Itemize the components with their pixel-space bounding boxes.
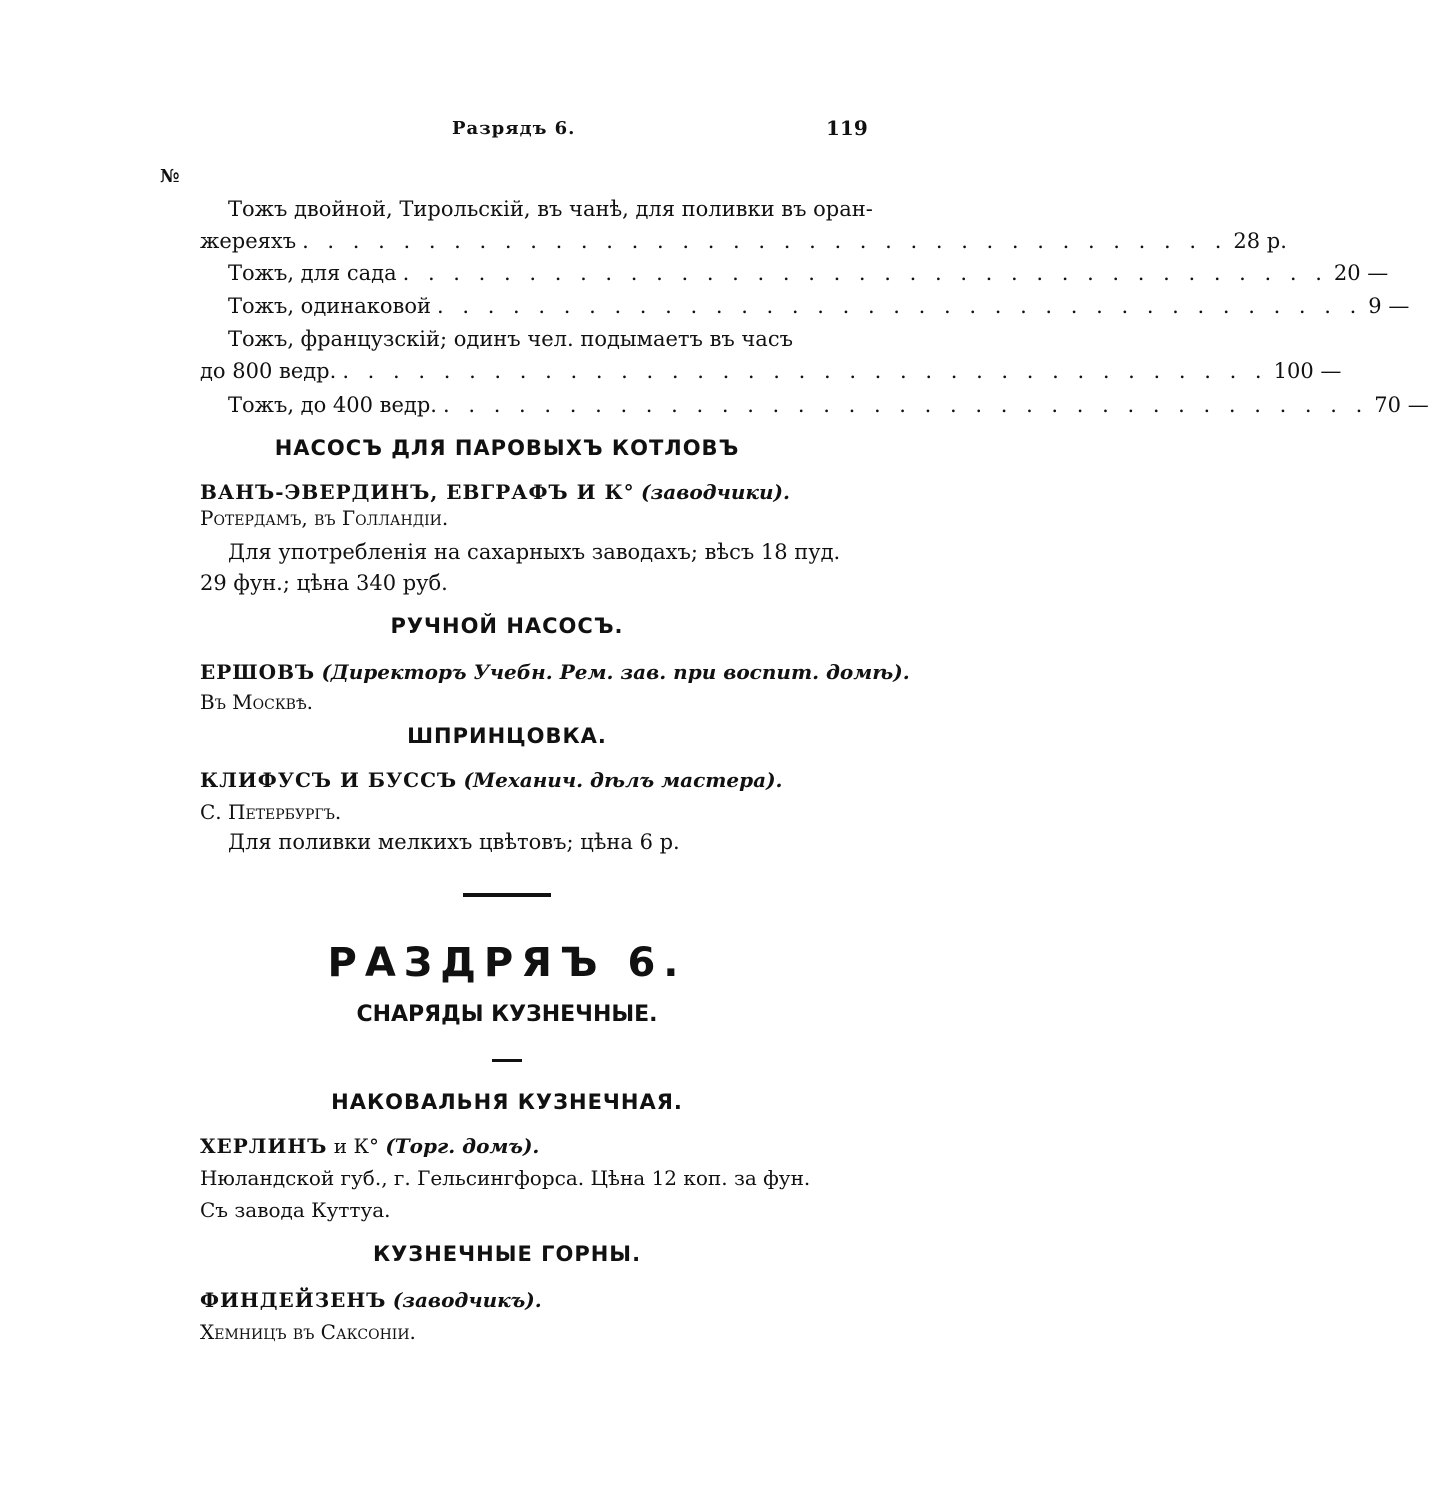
item-price: 70 —: [1374, 393, 1429, 417]
maker-line: [200, 660, 910, 684]
dot-leader: . . . . . . . . . . . . . . . . . . . . . . . . . . . . . . . . . . . . .: [402, 261, 1328, 285]
place-line: Въ Москвѣ.: [200, 690, 313, 714]
maker-name: ФИНДЕЙЗЕНЪ: [200, 1288, 387, 1312]
place-line: С. Петербургъ.: [200, 800, 342, 824]
price-row: [200, 260, 1389, 286]
dot-leader: . . . . . . . . . . . . . . . . . . . . . . . . . . . . . . . . . . . . .: [437, 294, 1363, 318]
maker-name: ХЕРЛИНЪ: [200, 1134, 328, 1158]
section-title-boiler-pump: НАСОСЪ ДЛЯ ПАРОВЫХЪ КОТЛОВЪ: [274, 436, 740, 460]
maker-note: (Директоръ Учебн. Рем. зав. при воспит. домѣ).: [321, 660, 910, 684]
maker-line: [200, 1288, 542, 1312]
maker-note: (заводчики).: [641, 480, 790, 504]
french-pump-line: Тожъ, французскій; одинъ чел. подымаетъ въ часъ: [228, 327, 793, 351]
section-divider-rule: [463, 893, 551, 897]
maker-name: ВАНЪ-ЭВЕРДИНЪ, ЕВГРАФЪ И К°: [200, 480, 635, 504]
price-row: [200, 392, 1429, 418]
maker-line: [200, 1134, 539, 1158]
dot-leader: . . . . . . . . . . . . . . . . . . . . . . . . . . . . . . . . . . . . .: [443, 393, 1369, 417]
item-text: жереяхъ: [200, 229, 297, 253]
maker-note: (Торг. домъ).: [385, 1134, 540, 1158]
description-line: Для поливки мелкихъ цвѣтовъ; цѣна 6 р.: [228, 830, 680, 854]
item-price: 9 —: [1368, 294, 1410, 318]
item-price: 20 —: [1333, 261, 1389, 285]
maker-line: [200, 480, 790, 504]
item-price: 28 р.: [1233, 229, 1287, 253]
numero-sign: №: [160, 166, 180, 187]
price-row: [200, 228, 1287, 254]
factory-line: Съ завода Куттуа.: [200, 1198, 391, 1222]
maker-line: [200, 768, 783, 792]
description-line: Для употребленія на сахарныхъ заводахъ; вѣсъ 18 пуд.: [228, 540, 841, 564]
short-divider-rule: [492, 1059, 522, 1062]
section-title-forges: КУЗНЕЧНЫЕ ГОРНЫ.: [372, 1242, 642, 1266]
section-title-anvil: НАКОВАЛЬНЯ КУЗНЕЧНАЯ.: [331, 1090, 683, 1114]
item-text: Тожъ, одинаковой: [228, 294, 431, 318]
price-row: [200, 358, 1342, 384]
page-number: 119: [826, 116, 868, 140]
place-line: Ротердамъ, въ Голландіи.: [200, 506, 449, 530]
description-line: 29 фун.; цѣна 340 руб.: [200, 571, 448, 595]
dot-leader: . . . . . . . . . . . . . . . . . . . . . . . . . . . . . . . . . . . . .: [342, 359, 1268, 383]
section-title-syringe: ШПРИНЦОВКА.: [407, 724, 607, 748]
pump-intro-line: Тожъ двойной, Тирольскій, въ чанѣ, для поливки въ оран-: [228, 197, 873, 221]
place-line: Нюландской губ., г. Гельсингфорса. Цѣна 12 коп. за фун.: [200, 1166, 811, 1190]
item-price: 100 —: [1273, 359, 1342, 383]
section-title-hand-pump: РУЧНОЙ НАСОСЪ.: [390, 614, 624, 638]
maker-name: КЛИФУСЪ И БУССЪ: [200, 768, 458, 792]
running-header: Разрядъ 6.: [452, 118, 576, 139]
maker-and: и К°: [333, 1134, 379, 1158]
dot-leader: . . . . . . . . . . . . . . . . . . . . . . . . . . . . . . . . . . . . .: [302, 229, 1228, 253]
maker-note: (заводчикъ).: [392, 1288, 542, 1312]
item-text: до 800 ведр.: [200, 359, 337, 383]
item-text: Тожъ, для сада: [228, 261, 397, 285]
maker-note: (Механич. дѣлъ мастера).: [463, 768, 783, 792]
item-text: Тожъ, до 400 ведр.: [228, 393, 437, 417]
price-row: [200, 293, 1410, 319]
division-heading: РАЗДРЯЪ 6.: [327, 940, 687, 986]
division-subheading: СНАРЯДЫ КУЗНЕЧНЫЕ.: [356, 1002, 658, 1027]
place-line: Хемницъ въ Саксоніи.: [200, 1320, 416, 1344]
maker-name: ЕРШОВЪ: [200, 660, 316, 684]
